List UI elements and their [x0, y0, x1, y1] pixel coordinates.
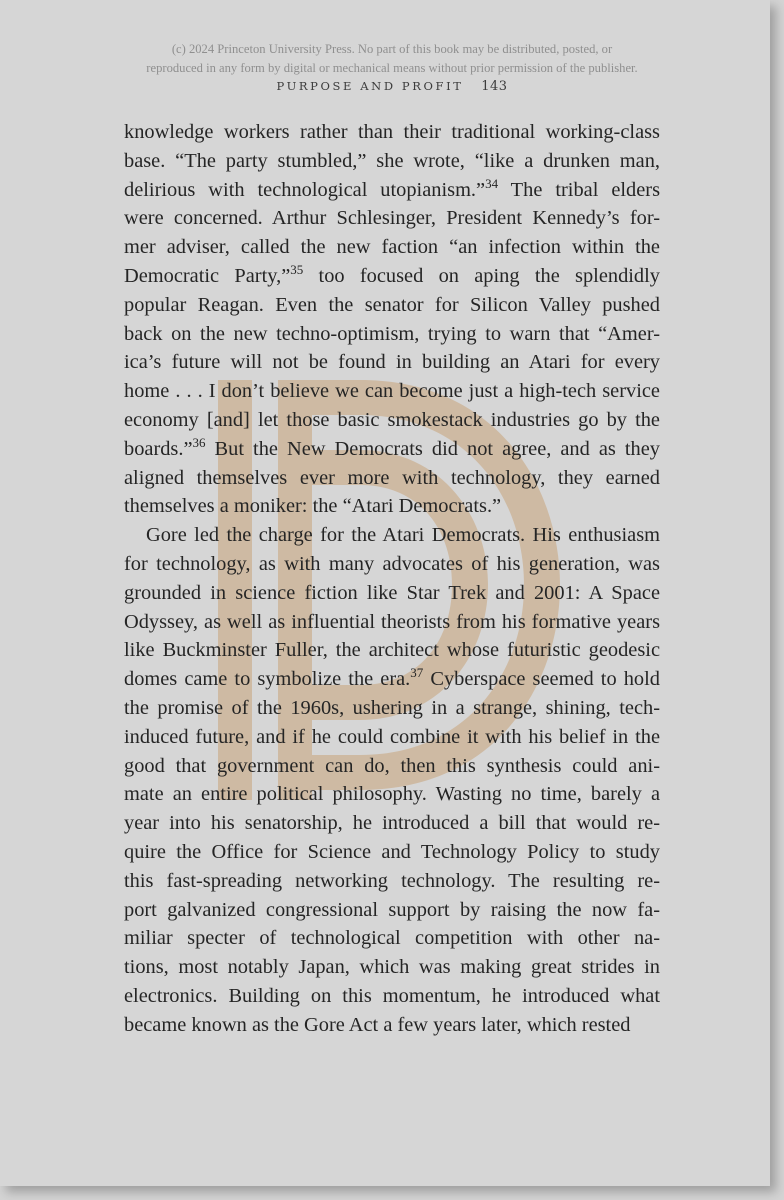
text-line: Odyssey, as well as influential theorists from his formative years [124, 610, 660, 633]
text-line: popular Reagan. Even the senator for Silicon Valley pushed [124, 293, 660, 316]
text-line: economy [and] let those basic smokestack industries go by the [124, 408, 660, 431]
text-line: Gore led the charge for the Atari Democrats. His enthusiasm [146, 524, 660, 547]
text-line: year into his senatorship, he introduced a bill that would re- [124, 812, 660, 835]
text-line: mate an entire political philosophy. Wasting no time, barely a [124, 783, 660, 806]
running-head [0, 79, 770, 94]
text-line: good that government can do, then this synthesis could ani- [124, 754, 660, 777]
text-segment: Democratic Party,” [124, 264, 291, 287]
text-segment: boards.” [124, 437, 193, 460]
text-line [124, 435, 660, 464]
text-line: grounded in science fiction like Star Trek and 2001: A Space [124, 581, 660, 604]
text-line [124, 176, 660, 205]
text-line: were concerned. Arthur Schlesinger, President Kennedy’s for- [124, 207, 660, 230]
copyright-notice [0, 40, 770, 78]
text-segment: too focused on aping the splendidly [303, 264, 660, 287]
footnote-marker: 35 [290, 262, 304, 278]
footnote-marker: 37 [410, 665, 424, 681]
text-line: themselves a moniker: the “Atari Democrats.” [124, 495, 502, 518]
text-line: port galvanized congressional support by raising the now fa- [124, 898, 660, 921]
text-line [124, 262, 660, 291]
body-text [124, 118, 660, 1040]
page-number: 143 [481, 79, 508, 94]
text-line: ica’s future will not be found in building an Atari for every [124, 351, 660, 374]
text-line: induced future, and if he could combine it with his belief in the [124, 725, 660, 748]
text-line: like Buckminster Fuller, the architect whose futuristic geodesic [124, 639, 660, 662]
text-segment: delirious with technological utopianism.” [124, 178, 486, 201]
footnote-marker: 36 [192, 434, 206, 450]
running-title: PURPOSE AND PROFIT [276, 79, 464, 93]
text-segment: The tribal elders [498, 178, 661, 201]
text-line: base. “The party stumbled,” she wrote, “like a drunken man, [124, 149, 660, 172]
copyright-line-2: reproduced in any form by digital or mechanical means without prior permission of the publisher. [146, 61, 638, 75]
text-line: aligned themselves ever more with technology, they earned [124, 466, 660, 489]
text-line: the promise of the 1960s, ushering in a strange, shining, tech- [124, 696, 660, 719]
text-line: knowledge workers rather than their traditional working-class [124, 121, 660, 143]
paragraph-1 [124, 118, 660, 521]
text-line: quire the Office for Science and Technology Policy to study [124, 840, 660, 863]
copyright-line-1: (c) 2024 Princeton University Press. No part of this book may be distributed, posted, or [171, 42, 613, 56]
text-segment: domes came to symbolize the era. [124, 668, 411, 691]
text-line: mer adviser, called the new faction “an infection within the [124, 236, 660, 259]
text-segment: Cyberspace seemed to hold [423, 668, 660, 691]
text-line: home . . . I don’t believe we can become just a high-tech service [124, 380, 660, 403]
text-line: electronics. Building on this momentum, he introduced what [124, 984, 660, 1007]
text-segment: But the New Democrats did not agree, and as they [205, 437, 660, 460]
text-line: this fast-spreading networking technology. The resulting re- [124, 869, 660, 892]
text-line: tions, most notably Japan, which was making great strides in [124, 956, 660, 979]
text-line: became known as the Gore Act a few years later, which rested [124, 1013, 631, 1036]
text-line: back on the new techno-optimism, trying to warn that “Amer- [124, 322, 660, 345]
text-line: for technology, as with many advocates of his generation, was [124, 552, 660, 575]
paragraph-2 [124, 521, 660, 1039]
footnote-marker: 34 [485, 175, 499, 191]
text-line [124, 665, 660, 694]
text-line: miliar specter of technological competition with other na- [124, 927, 660, 950]
